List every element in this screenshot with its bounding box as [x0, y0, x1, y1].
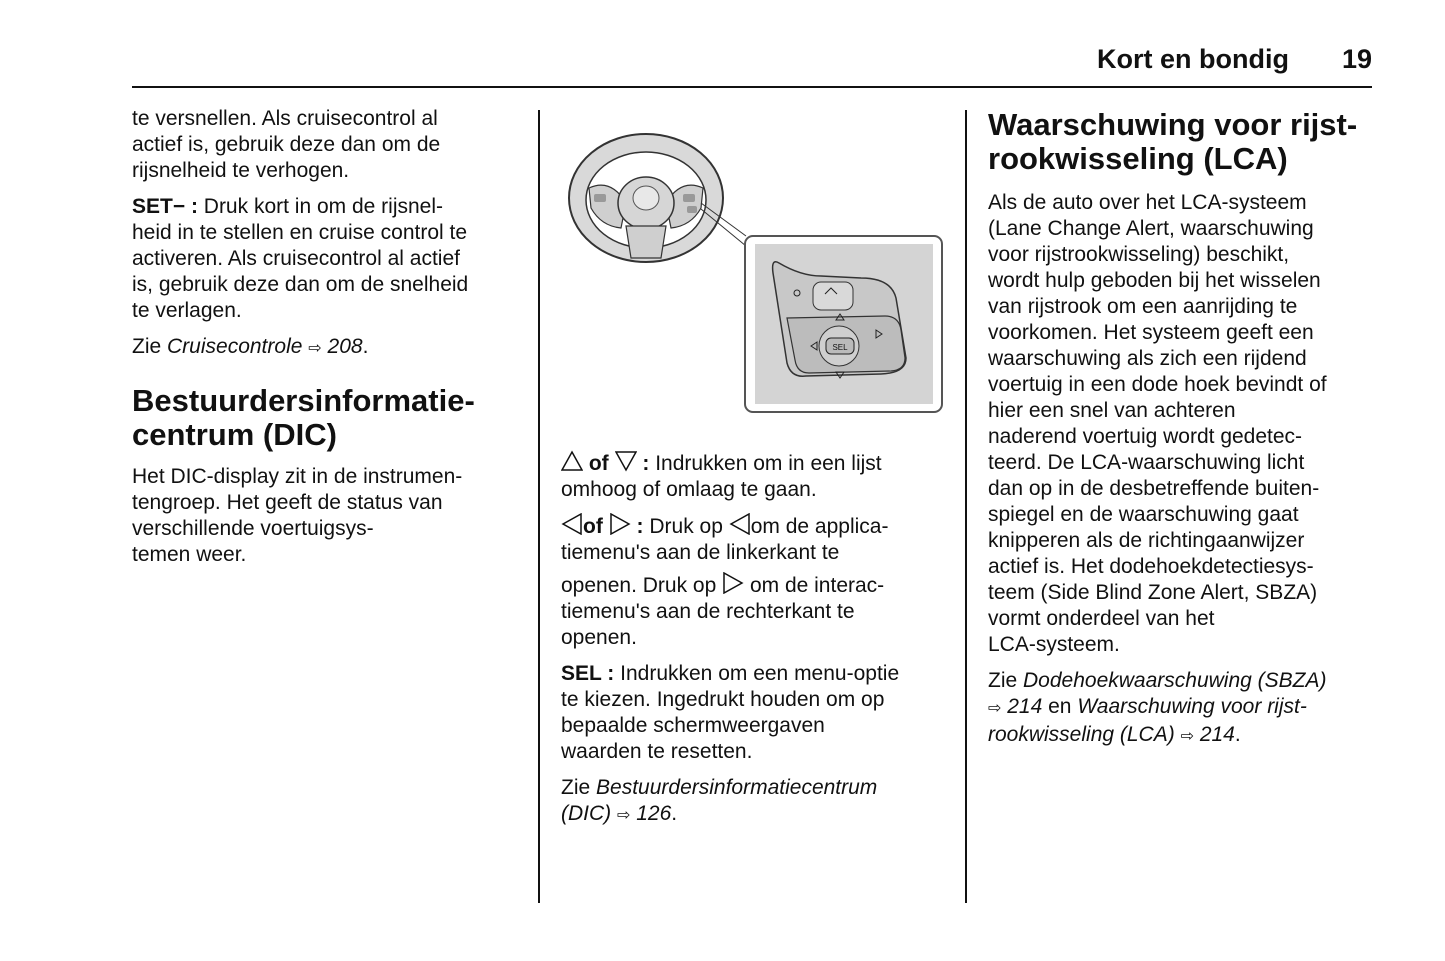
up-down-paragraph: of : Indrukken om in een lijst omhoog of omlaag te gaan.: [561, 452, 882, 501]
text-line: te verlagen.: [132, 299, 242, 322]
lca-reference: Zie Dodehoekwaarschuwing (SBZA) ⇨ 214 en Waarschuwing voor rijst- rookwisseling (LCA) ⇨ 214.: [988, 668, 1378, 750]
cruise-reference: Zie Cruisecontrole ⇨ 208.: [132, 334, 522, 362]
dic-reference-link[interactable]: Bestuurdersinformatiecentrum: [596, 776, 878, 799]
sel-label: SEL :: [561, 662, 615, 685]
triangle-left-icon: [561, 513, 583, 535]
figure-sel-label: SEL: [832, 343, 848, 352]
text-line: is, gebruik deze dan om de snelheid: [132, 273, 469, 296]
dic-paragraph: Het DIC-display zit in de instrumen- tengroep. Het geeft de status van verschillende voertuigsys- temen weer.: [132, 465, 463, 566]
dic-reference-page: 126: [636, 802, 672, 825]
text-line: heid in te stellen en cruise control te: [132, 221, 468, 244]
triangle-up-icon: [561, 450, 583, 472]
column-3: [988, 108, 1378, 760]
text-line: te versnellen. Als cruisecontrol al: [132, 107, 438, 130]
column-2: [561, 450, 951, 839]
set-minus-label: SET− :: [132, 195, 198, 218]
cruise-reference-link[interactable]: Cruisecontrole: [167, 335, 303, 358]
page-number: 19: [1341, 44, 1372, 74]
page-ref-arrow-icon: ⇨: [308, 340, 322, 357]
sel-paragraph: SEL : Indrukken om een menu-optie te kiezen. Ingedrukt houden om op bepaalde schermweergaven waarden te resetten.: [561, 662, 900, 763]
cruise-accel-paragraph: [132, 106, 522, 184]
column-1: [132, 106, 522, 578]
left-right-paragraph: of : Druk op om de applica- tiemenu's aan de linkerkant te openen. Druk op om de interac- tiemenu's aan de rechterkant te openen.: [561, 515, 889, 649]
triangle-right-icon: [722, 572, 744, 594]
page-ref-arrow-icon: ⇨: [988, 700, 1002, 717]
steering-wheel-illustration: [561, 108, 946, 416]
sbza-reference-link[interactable]: Dodehoekwaarschuwing (SBZA): [1023, 669, 1327, 692]
lca-paragraph: Als de auto over het LCA-systeem (Lane Change Alert, waarschuwing voor rijstrookwisseling) beschikt, wordt hulp geboden bij het wisselen van rijstrook om een aanrijding te voorkomen. Het systeem geeft een waarschuwing als zich een rijdend voertuig in een dode hoek bevindt of hier een snel van achteren naderend voertuig wordt gedetec- teerd. De LCA-waarschuwing licht dan op in de desbetreffende buiten- spiegel en de waarschuwing gaat knipperen als de richtingaanwijzer actief is. Het dodehoekdetectiesys- teem (Side Blind Zone Alert, SBZA) vormt onderdeel van het LCA-systeem.: [988, 191, 1327, 656]
text-line: actief is, gebruik deze dan om de: [132, 133, 441, 156]
lca-heading: Waarschuwing voor rijst- rookwisseling (LCA): [988, 107, 1358, 176]
triangle-down-icon: [615, 450, 637, 472]
column-divider-right: [965, 110, 967, 903]
steering-wheel-icon: [569, 134, 723, 262]
page-header-title: Kort en bondig: [1097, 44, 1289, 74]
cruise-reference-page: 208: [327, 335, 363, 358]
dic-reference: Zie Bestuurdersinformatiecentrum (DIC) ⇨ 126.: [561, 775, 951, 829]
text-line: rijsnelheid te verhogen.: [132, 159, 350, 182]
dic-heading: Bestuurdersinformatie- centrum (DIC): [132, 383, 475, 452]
triangle-right-icon: [609, 513, 631, 535]
page-ref-arrow-icon: ⇨: [617, 807, 631, 824]
triangle-left-icon: [729, 513, 751, 535]
set-minus-paragraph: [132, 194, 522, 324]
column-divider-left: [538, 110, 540, 903]
text-line: Druk kort in om de rijsnel-: [197, 195, 444, 218]
page-ref-arrow-icon: ⇨: [1180, 728, 1194, 745]
lca-reference-link[interactable]: Waarschuwing voor rijst-: [1077, 695, 1307, 718]
text-line: activeren. Als cruisecontrol al actief: [132, 247, 460, 270]
header-rule: [132, 86, 1372, 88]
